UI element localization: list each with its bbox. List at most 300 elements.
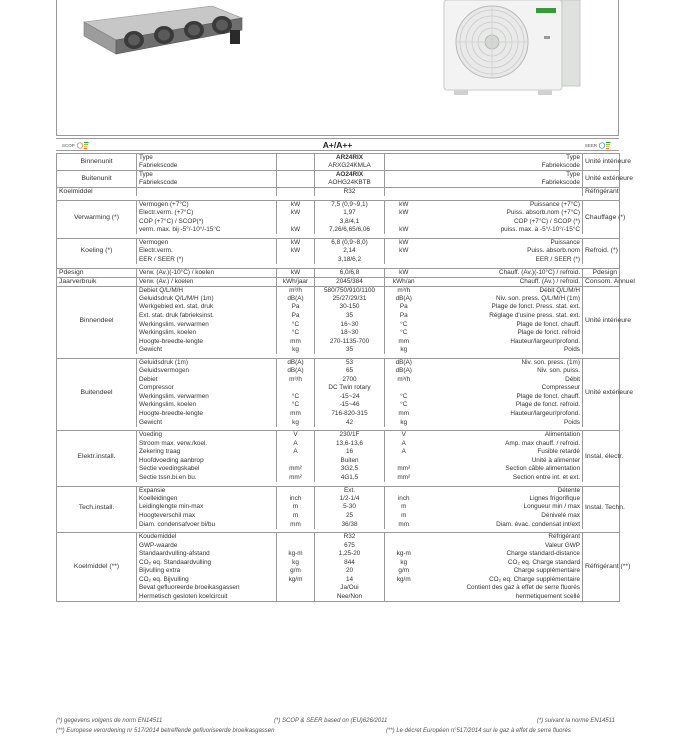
table-row [57,268,620,277]
unit-left: °C [277,401,315,410]
group-label-fr: Consom. Annuel [583,277,620,286]
table-row [57,512,620,521]
unit-right: m [401,503,407,511]
spec-label-nl: Electr.verm. [137,247,277,256]
unit-right: inch [397,494,410,502]
unit-left: mm [277,410,315,419]
unit-right: Pa [399,303,408,311]
spec-label-nl: Zekering traag [137,448,277,457]
unit-left: dB(A) [277,367,315,376]
spec-label-fr: Dénivelé max [423,512,583,521]
unit-left: dB(A) [277,295,315,304]
table-row [57,247,620,256]
spec-label-fr: puiss. max. à -5°/-10°/-15°C [423,226,583,235]
unit-left [277,179,315,188]
energy-rating: A+/A++ [322,140,353,150]
spec-label-fr: Longueur min / max [423,503,583,512]
unit-left [277,584,315,593]
spec-label-nl: Hoofdvoeding aanbrop [137,456,277,465]
spec-label-fr: Niv. son. puiss. [423,367,583,376]
spec-label-nl: Hermetisch gesloten koelcircuit [137,593,277,602]
unit-right: m³/h [385,286,423,295]
unit-left [277,188,315,197]
spec-label-fr: Débit [423,376,583,385]
spec-value: AR24RIX [315,154,385,163]
unit-left: g/m [277,567,315,576]
spec-value: 2,14 [315,247,385,256]
group-label-fr: Réfrigérant (**) [583,533,620,601]
group-label-fr: Unité intérieure [583,154,620,171]
spec-label-nl: Sectie voedingskabel [137,465,277,474]
unit-left: kg [277,418,315,427]
spec-value: 35 [315,346,385,355]
spec-label-nl [137,188,277,197]
spec-value: 36/38 [315,520,385,529]
spec-label-fr: Contient des gaz à effet de serre fluorés [423,584,583,593]
spec-value: 580/750/910/1100 [315,286,385,295]
table-row [57,550,620,559]
seer-logo-text: SEER [584,143,597,148]
unit-right: mm² [397,465,411,473]
unit-left [277,217,315,226]
unit-right [385,188,423,197]
spec-label-fr: Réfrigérant [423,533,583,542]
table-row [57,226,620,235]
group-label: Binnendeel [57,286,137,354]
unit-right: dB(A) [395,294,412,302]
spec-label-fr: Alimentation [423,431,583,440]
spec-label-fr: Chauff. (Av.) / refroid. [423,277,583,286]
spec-label-fr: Valeur GWP [423,541,583,550]
spec-label-nl: CO₂ eq. Standaardvulling [137,558,277,567]
unit-right: kW [385,238,423,247]
unit-left: kg-m [277,550,315,559]
group-label: Verwarming (*) [57,200,137,234]
unit-left [277,162,315,171]
spec-label-nl: Ext. stat. druk fabrieksinst. [137,312,277,321]
ducted-indoor-unit-image [80,0,250,60]
unit-left: °C [277,329,315,338]
spec-label-fr: Plage de fonct. refroid [423,329,583,338]
unit-left: kW [277,226,315,235]
spec-label-fr: Diam. évac. condensat int/ext [423,520,583,529]
unit-left: kW [277,268,315,277]
unit-right: kg [400,558,408,566]
spec-value: 230/1F [315,431,385,440]
group-label: Koelmiddel (**) [57,533,137,601]
spec-value: AOHG24KBTB [315,179,385,188]
table-row [57,558,620,567]
table-row [57,217,620,226]
spec-value: AO24RIX [315,171,385,180]
unit-right: kg-m [396,550,411,558]
spec-label-fr: COP (+7°C) / SCOP (*) [423,217,583,226]
table-row [57,256,620,265]
spec-value: 16 [315,448,385,457]
spec-value: ARXG24KMLA [315,162,385,171]
unit-left: inch [277,495,315,504]
unit-right: dB(A) [385,358,423,367]
unit-left [277,256,315,265]
spec-value: 7,5 (0,9~9,1) [315,200,385,209]
unit-left: dB(A) [277,358,315,367]
unit-right: kW [399,247,409,255]
unit-left: kWh/jaar [277,277,315,286]
spec-label-fr: Détente [423,486,583,495]
unit-right [385,593,423,602]
unit-right: kg/m [396,575,411,583]
spec-label-fr: Type [423,171,583,180]
specification-table-body [57,154,635,602]
spec-value: -15~46 [315,401,385,410]
spec-label-nl: Werkingslim. koelen [137,329,277,338]
table-row [57,179,620,188]
spec-label-fr: Compresseur [423,384,583,393]
unit-left: °C [277,320,315,329]
footnotes [56,716,619,736]
spec-label-nl: Vermogen [137,238,277,247]
spec-value: 2700 [315,376,385,385]
spec-value: 844 [315,558,385,567]
spec-label-fr: Fabriekscode [423,179,583,188]
spec-label-fr: Puissance [423,238,583,247]
spec-label-nl: Werkgebied ext. stat. druk [137,303,277,312]
unit-right [385,533,423,542]
group-label: Koeling (*) [57,238,137,264]
spec-value: 18~30 [315,329,385,338]
unit-left: mm [277,337,315,346]
spec-label-fr: Amp. max chauff. / refroid. [423,439,583,448]
table-row [57,337,620,346]
spec-value: 6,0/6,8 [315,268,385,277]
spec-label-nl: Fabriekscode [137,179,277,188]
spec-label-nl: Sectie tssn.bi.en bu. [137,474,277,483]
spec-label-fr: Unité à alimenter [423,456,583,465]
spec-value: 2045/384 [315,277,385,286]
unit-left: A [277,439,315,448]
spec-label-nl: Type [137,171,277,180]
spec-label-fr: CO₂ eq. Charge standard [423,558,583,567]
spec-value: 3,8/4,1 [315,217,385,226]
spec-value: 16~30 [315,320,385,329]
unit-right: g/m [398,567,410,575]
unit-left [277,593,315,602]
unit-left: kg [277,346,315,355]
unit-right [385,217,423,226]
spec-label-nl: CO₂ eq. Bijvulling [137,576,277,585]
unit-right: A [401,439,406,447]
table-row [57,154,620,163]
unit-right: kg [400,346,408,354]
spec-label-fr: Fusible retardé [423,448,583,457]
spec-label-nl: Koudemiddel [137,533,277,542]
footnote-norm-fr: (*) suivant la norme EN14511 [536,718,615,724]
table-row [57,567,620,576]
table-row [57,238,620,247]
spec-label-fr: Poids [423,346,583,355]
spec-value: 675 [315,541,385,550]
spec-label-fr: Niv. son. press. Q/L/M/H (1m) [423,295,583,304]
table-row [57,495,620,504]
spec-label-fr: Niv. son. press. (1m) [423,358,583,367]
spec-label-nl: Werkingslim. koelen [137,401,277,410]
group-label-fr: Refroid. (*) [583,238,620,264]
group-label-fr: Pdesign [583,268,620,277]
table-row [57,474,620,483]
spec-value: R32 [315,533,385,542]
spec-value: 3,18/6,2 [315,256,385,265]
outdoor-unit-image [440,0,585,98]
spec-value: 1/2-1/4 [315,495,385,504]
table-row [57,295,620,304]
spec-value: 35 [315,312,385,321]
table-row [57,188,620,197]
table-row [57,200,620,209]
unit-left: Pa [277,303,315,312]
table-row [57,303,620,312]
group-label: Pdesign [57,268,137,277]
unit-right: kWh/an [385,277,423,286]
unit-right [385,456,423,465]
spec-value: 4G1,5 [315,474,385,483]
spec-label-fr: Hauteur/largeur/profond. [423,337,583,346]
spec-label-nl: GWP-waarde [137,541,277,550]
unit-right [385,486,423,495]
spec-value: Ext. [315,486,385,495]
unit-left: kg [277,558,315,567]
table-row [57,209,620,218]
spec-value: 42 [315,418,385,427]
spec-label-nl: Leidinglengte min-max [137,503,277,512]
group-label-fr: Chauffage (*) [583,200,620,234]
spec-label-fr: Puiss. absorb.nom [423,247,583,256]
spec-label-nl: Stroom max. verw./koel. [137,439,277,448]
table-row [57,401,620,410]
unit-right: Pa [399,311,408,319]
spec-value: 53 [315,358,385,367]
spec-value: 3G2,5 [315,465,385,474]
unit-right: °C [400,392,408,400]
spec-value: 14 [315,576,385,585]
table-row [57,162,620,171]
group-label-fr: Instal. électr. [583,431,620,482]
spec-label-fr: Puissance (+7°C) [423,200,583,209]
spec-value: DC Twin rotary [315,384,385,393]
table-row [57,393,620,402]
spec-label-fr: Poids [423,418,583,427]
unit-left: °C [277,393,315,402]
spec-value: 270-1135-700 [315,337,385,346]
spec-value: 65 [315,367,385,376]
table-row [57,593,620,602]
group-label-fr: Unité intérieure [583,286,620,354]
spec-label-nl: Fabriekscode [137,162,277,171]
group-label-fr: Réfrigérant [583,188,620,197]
spec-label-fr: Lignes frigorifique [423,495,583,504]
unit-right: A [401,448,406,456]
unit-right: m [401,512,407,519]
table-row [57,171,620,180]
table-row [57,346,620,355]
spec-value: -15~24 [315,393,385,402]
spec-label-fr: CO₂ eq. Charge supplémentaire [423,576,583,585]
unit-left [277,456,315,465]
table-row [57,410,620,419]
unit-right: kg [400,418,408,426]
table-row [57,465,620,474]
unit-right: kW [399,209,409,217]
unit-right [385,256,423,265]
unit-left: mm² [277,474,315,483]
unit-right: kW [399,226,409,234]
unit-right [385,179,423,188]
unit-right [385,541,423,550]
unit-left: Pa [277,312,315,321]
table-row [57,367,620,376]
spec-value: 1,97 [315,209,385,218]
spec-label-fr: Section entre int. et ext. [423,474,583,483]
unit-right: kW [385,268,423,277]
table-row [57,418,620,427]
table-row [57,486,620,495]
unit-right [385,384,423,393]
group-label: Buitenunit [57,171,137,188]
spec-value: 716-820-315 [315,410,385,419]
spec-label-nl: Type [137,154,277,163]
spec-label-nl: Vermogen (+7°C) [137,200,277,209]
group-label: Buitendeel [57,358,137,426]
unit-right: °C [400,329,408,337]
spec-label-nl: verm. max. bij -5°/-10°/-15°C [137,226,277,235]
footnote-scop-seer: (*) SCOP & SEER based on (EU)626/2011 [274,718,388,724]
unit-right: mm [398,337,410,345]
spec-label-fr: Charge standard-distance [423,550,583,559]
spec-label-fr: Plage de fonct. chauff. [423,393,583,402]
unit-right: mm² [397,473,411,481]
spec-label-fr [423,188,583,197]
group-label: Koelmiddel [57,188,137,197]
spec-value: Ja/Oui [315,584,385,593]
spec-value: 5-30 [315,503,385,512]
spec-label-fr: Débit Q/L/M/H [423,286,583,295]
energy-rating-bar [56,138,619,151]
unit-right: °C [400,401,408,409]
spec-label-nl: Hoogte-breedte-lengte [137,410,277,419]
unit-right: m³/h [397,375,411,383]
table-row [57,439,620,448]
spec-value: 1,25-20 [315,550,385,559]
unit-right: °C [400,320,408,328]
spec-value: Buiten [315,456,385,465]
table-row [57,286,620,295]
unit-left: kW [277,238,315,247]
spec-label-nl: Verw. (Av.) / koelen [137,277,277,286]
spec-label-nl: EER / SEER (*) [137,256,277,265]
spec-label-nl: Geluidsdruk (1m) [137,358,277,367]
unit-left: V [277,431,315,440]
group-label-fr: Unité extérieure [583,171,620,188]
spec-value: 20 [315,567,385,576]
spec-label-fr: Section câble alimentation [423,465,583,474]
spec-value: R32 [315,188,385,197]
spec-label-fr: Plage de fonct. chauff. [423,320,583,329]
unit-left: mm [277,520,315,529]
table-row [57,584,620,593]
spec-label-nl: Hoogte-breedte-lengte [137,337,277,346]
unit-left: A [277,448,315,457]
unit-left: m [277,503,315,512]
table-row [57,503,620,512]
group-label-fr: Instal. Techn. [583,486,620,529]
table-row [57,277,620,286]
spec-label-nl: COP (+7°C) / SCOP(*) [137,217,277,226]
spec-label-fr: Hauteur/largeur/profond. [423,410,583,419]
seer-energy-icon [599,141,611,150]
unit-right: kW [385,200,423,209]
spec-value: 25/27/29/31 [315,295,385,304]
group-label: Elektr.install. [57,431,137,482]
footnote-norm-nl: (*) gegevens volgens de norm EN14511 [56,718,163,724]
spec-label-nl: Electr.verm. (+7°C) [137,209,277,218]
spec-label-nl: Koelleidingen [137,495,277,504]
footnote-regulation-nl: (**) Europese verordening nr 517/2014 betreffende gefluoriseerde broeikasgassen [56,728,275,734]
group-label-fr: Unité extérieure [583,358,620,426]
group-label: Binnenunit [57,154,137,171]
unit-right: dB(A) [395,367,412,375]
unit-right [385,162,423,171]
table-row [57,358,620,367]
spec-label-nl: Expansie [137,486,277,495]
spec-label-nl: Voeding [137,431,277,440]
spec-label-fr: Charge supplémentaire [423,567,583,576]
spec-label-fr: hermetiquement scellé [423,593,583,602]
group-label: Jaarverbruik [57,277,137,286]
unit-left: kW [277,247,315,256]
spec-label-nl: Gewicht [137,346,277,355]
spec-label-nl: Gewicht [137,418,277,427]
unit-left [277,384,315,393]
spec-label-nl: Compressor [137,384,277,393]
spec-value: Nee/Non [315,593,385,602]
spec-value: 25 [315,512,385,521]
unit-left [277,533,315,542]
unit-left: m³/h [277,286,315,295]
spec-label-fr: Puiss. absorb.nom (+7°C) [423,209,583,218]
spec-label-fr: EER / SEER (*) [423,256,583,265]
table-row [57,312,620,321]
scop-logo-text: SCOP [62,143,75,148]
table-row [57,533,620,542]
spec-value: 30-150 [315,303,385,312]
table-row [57,541,620,550]
spec-label-fr: Plage de fonct. Press. stat. ext. [423,303,583,312]
unit-left [277,171,315,180]
table-row [57,376,620,385]
spec-label-fr: Réglage d'usine press. stat. ext. [423,312,583,321]
table-row [57,320,620,329]
spec-label-fr: Chauff. (Av.)(-10°C) / refroid. [423,268,583,277]
group-label: Tech.install. [57,486,137,529]
table-row [57,448,620,457]
unit-left: m [277,512,315,521]
spec-label-nl: Geluidsvermogen [137,367,277,376]
unit-left [277,154,315,163]
seer-logo [585,140,611,151]
spec-label-fr: Type [423,154,583,163]
spec-value: 13,6-13,6 [315,439,385,448]
unit-left: m³/h [277,376,315,385]
table-row [57,456,620,465]
